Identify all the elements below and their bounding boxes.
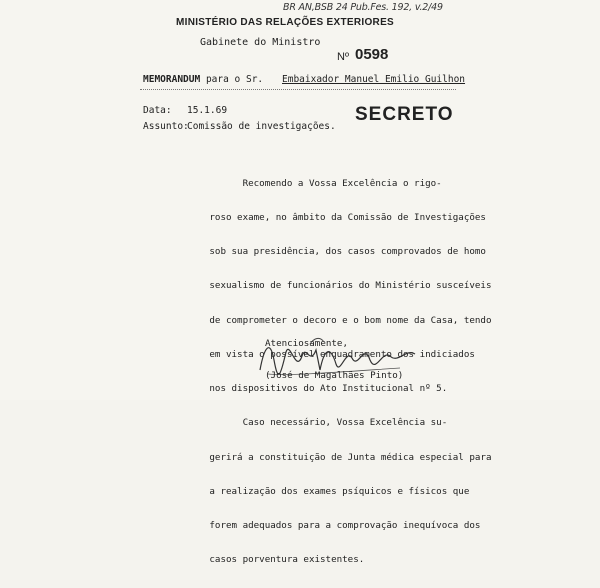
body-line: gerirá a constituição de Junta médica especial para (143, 451, 492, 463)
office-heading: Gabinete do Ministro (200, 37, 321, 48)
archive-reference: BR AN,BSB 24 Pub.Fes. 192, v.2/49 (283, 2, 443, 13)
signer-name: (José de Magalhães Pinto) (265, 370, 404, 381)
body-line: roso exame, no âmbito da Comissão de Investigações (143, 212, 486, 224)
date-row (143, 105, 227, 116)
body-line: em vista o possível enquadramento dos indiciados (143, 348, 475, 360)
body-line: Caso necessário, Vossa Excelência su- (143, 417, 448, 429)
date-label: Data: (143, 105, 172, 116)
body-line: a realização dos exames psíquicos e físicos que (143, 485, 470, 497)
document-number: 0598 (355, 46, 389, 63)
body-line: de comprometer o decoro e o bom nome da Casa, tendo (143, 314, 492, 326)
number-label: Nº (337, 51, 349, 63)
body-line: casos porventura existentes. (143, 554, 365, 566)
date-value: 15.1.69 (187, 105, 228, 116)
body-line: Recomendo a Vossa Excelência o rigo- (143, 177, 442, 189)
subject-value: Comissão de investigações. (187, 121, 336, 132)
ministry-heading: MINISTÉRIO DAS RELAÇÕES EXTERIORES (176, 17, 395, 28)
memo-recipient: Embaixador Manuel Emilio Guilhon (282, 74, 466, 85)
classification-stamp: SECRETO (355, 104, 454, 125)
body-line: nos dispositivos do Ato Institucional nº 5. (143, 383, 448, 395)
subject-row (143, 121, 336, 132)
body-line: sob sua presidência, dos casos comprovados de homo (143, 246, 486, 258)
body-line: forem adequados para a comprovação inequívoca dos (143, 520, 481, 531)
memo-para: para o Sr. (205, 74, 264, 85)
header-divider (140, 89, 456, 90)
memo-header (143, 74, 263, 85)
body-line: sexualismo de funcionários do Ministério susceíveis (143, 280, 492, 292)
memo-label: MEMORANDUM (143, 74, 201, 85)
closing-text: Atenciosamente, (265, 338, 348, 349)
subject-label: Assunto: (143, 121, 189, 132)
